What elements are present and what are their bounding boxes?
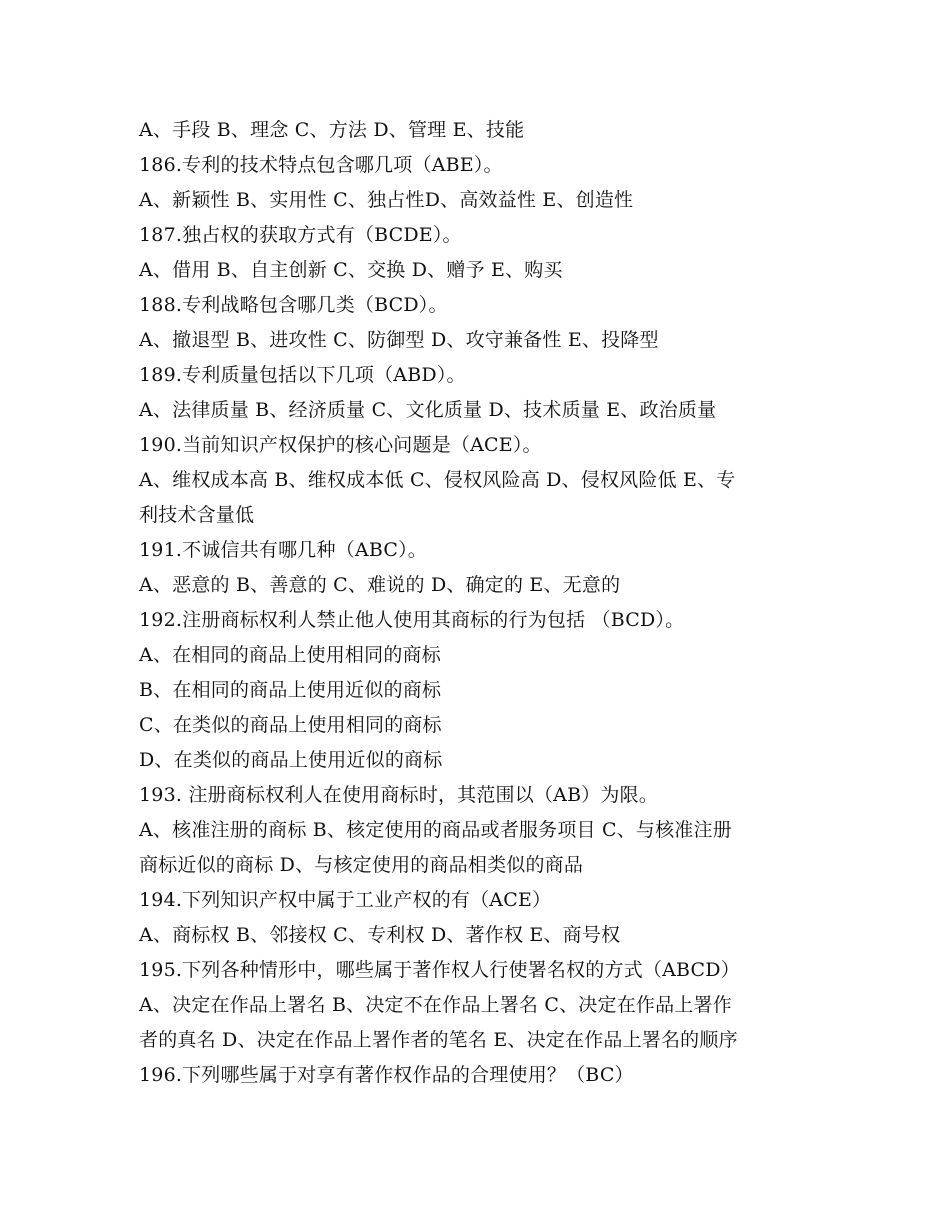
text-line-option-192-a: A、在相同的商品上使用相同的商标 — [139, 644, 441, 666]
text-line-question-192: 192.注册商标权利人禁止他人使用其商标的行为包括 （BCD）。 — [139, 609, 685, 631]
text-line-options-191: A、恶意的 B、善意的 C、难说的 D、确定的 E、无意的 — [139, 574, 621, 596]
text-line-options-188: A、撤退型 B、进攻性 C、防御型 D、攻守兼备性 E、投降型 — [139, 329, 659, 351]
text-line-options-194: A、商标权 B、邻接权 C、专利权 D、著作权 E、商号权 — [139, 924, 621, 946]
text-line-options-189: A、法律质量 B、经济质量 C、文化质量 D、技术质量 E、政治质量 — [139, 399, 717, 421]
text-line-option-192-c: C、在类似的商品上使用相同的商标 — [139, 714, 442, 736]
text-line-question-191: 191.不诚信共有哪几种（ABC）。 — [139, 539, 427, 561]
text-line-question-196: 196.下列哪些属于对享有著作权作品的合理使用？（BC） — [139, 1064, 634, 1086]
text-line-question-195: 195.下列各种情形中，哪些属于著作权人行使署名权的方式（ABCD） — [139, 959, 740, 981]
text-line-question-187: 187.独占权的获取方式有（BCDE）。 — [139, 224, 462, 246]
text-line-options-193-cont: 商标近似的商标 D、与核定使用的商品相类似的商品 — [139, 854, 584, 876]
text-line-question-186: 186.专利的技术特点包含哪几项（ABE）。 — [139, 154, 503, 176]
text-line-option-192-b: B、在相同的商品上使用近似的商标 — [139, 679, 442, 701]
text-line-options-195: A、决定在作品上署名 B、决定不在作品上署名 C、决定在作品上署作 — [139, 994, 732, 1016]
text-line-options-186: A、新颖性 B、实用性 C、独占性D、高效益性 E、创造性 — [139, 189, 634, 211]
text-line-question-194: 194.下列知识产权中属于工业产权的有（ACE） — [139, 889, 552, 911]
document-text-body — [139, 113, 819, 1093]
text-line-question-189: 189.专利质量包括以下几项（ABD）。 — [139, 364, 466, 386]
text-line-question-188: 188.专利战略包含哪几类（BCD）。 — [139, 294, 448, 316]
text-line-question-190: 190.当前知识产权保护的核心问题是（ACE）。 — [139, 434, 542, 456]
text-line-options-187: A、借用 B、自主创新 C、交换 D、赠予 E、购买 — [139, 259, 563, 281]
text-line-options-190-cont: 利技术含量低 — [139, 504, 255, 526]
text-line-question-193: 193. 注册商标权利人在使用商标时，其范围以（AB）为限。 — [139, 784, 659, 806]
text-line-option-192-d: D、在类似的商品上使用近似的商标 — [139, 749, 443, 771]
text-line-options-193: A、核准注册的商标 B、核定使用的商品或者服务项目 C、与核准注册 — [139, 819, 732, 841]
text-line-options-185: A、手段 B、理念 C、方法 D、管理 E、技能 — [139, 119, 525, 141]
text-line-options-195-cont: 者的真名 D、决定在作品上署作者的笔名 E、决定在作品上署名的顺序 — [139, 1029, 738, 1051]
text-line-options-190: A、维权成本高 B、维权成本低 C、侵权风险高 D、侵权风险低 E、专 — [139, 469, 736, 491]
